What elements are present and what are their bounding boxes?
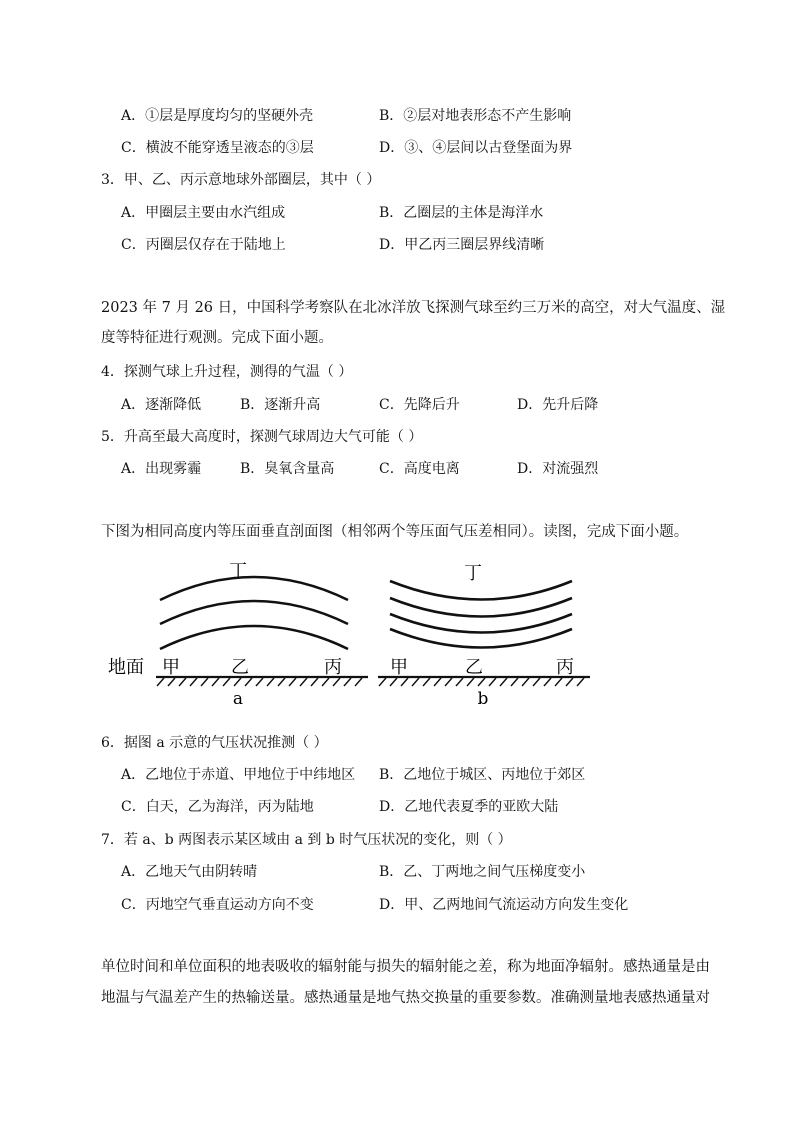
- diagram-a-isobar-1: [160, 577, 348, 600]
- ground-hatch-mark: [289, 678, 296, 686]
- q6-option-a: A．乙地位于赤道、甲地位于中纬地区: [121, 767, 356, 783]
- passage-3-line-1: 单位时间和单位面积的地表吸收的辐射能与损失的辐射能之差，称为地面净辐射。感热通量是由: [101, 959, 710, 975]
- isobar-figure: [100, 556, 600, 716]
- diagram-b: [378, 563, 590, 709]
- ground-hatch-mark: [489, 678, 496, 686]
- q7-option-d: D．甲、乙两地间气流运动方向发生变化: [379, 897, 629, 913]
- diagram-b-point-bing: 丙: [556, 657, 574, 678]
- ground-hatch-mark: [344, 678, 351, 686]
- diagram-a-point-jia: 甲: [162, 657, 180, 678]
- diagram-a: [108, 561, 368, 709]
- ground-hatch-mark: [322, 678, 329, 686]
- q7-option-b: B．乙、丁两地之间气压梯度变小: [379, 864, 586, 880]
- diagram-b-point-yi: 乙: [465, 657, 483, 678]
- q2-option-a: A．①层是厚度均匀的坚硬外壳: [121, 108, 314, 124]
- diagram-a-label-ding: 丁: [229, 561, 247, 582]
- q3-option-d: D．甲乙丙三圈层界线清晰: [379, 237, 545, 253]
- q3-option-c: C．丙圈层仅存在于陆地上: [121, 237, 286, 253]
- passage-3-line-2: 地温与气温差产生的热输送量。感热通量是地气热交换量的重要参数。准确测量地表感热通量对: [101, 990, 710, 1006]
- ground-hatch-mark: [168, 678, 175, 686]
- ground-hatch-mark: [522, 678, 529, 686]
- q2-option-b: B．②层对地表形态不产生影响: [379, 108, 572, 124]
- q5-option-a: A．出现雾霾: [121, 461, 202, 477]
- ground-hatch-mark: [379, 678, 386, 686]
- diagram-a-caption: a: [232, 689, 244, 709]
- ground-hatch-mark: [234, 678, 241, 686]
- q3-option-a: A．甲圈层主要由水汽组成: [121, 205, 286, 221]
- passage-2: 下图为相同高度内等压面垂直剖面图（相邻两个等压面气压差相同）。读图，完成下面小题。: [101, 524, 689, 540]
- diagram-b-label-ding: 丁: [464, 563, 482, 584]
- q7-option-c: C．丙地空气垂直运动方向不变: [121, 897, 314, 913]
- q3-stem: 3．甲、乙、丙示意地球外部圈层，其中（ ）: [101, 172, 381, 188]
- passage-1-line-2: 度等特征进行观测。完成下面小题。: [101, 330, 333, 346]
- diagram-a-ground-hatching: [157, 678, 362, 686]
- ground-hatch-mark: [511, 678, 518, 686]
- q4-option-b: B．逐渐升高: [240, 397, 321, 413]
- ground-hatch-mark: [179, 678, 186, 686]
- q4-option-c: C．先降后升: [379, 397, 460, 413]
- ground-hatch-mark: [467, 678, 474, 686]
- ground-hatch-mark: [157, 678, 164, 686]
- diagram-b-point-jia: 甲: [390, 657, 408, 678]
- ground-hatch-mark: [401, 678, 408, 686]
- q5-option-d: D．对流强烈: [517, 461, 599, 477]
- ground-hatch-mark: [434, 678, 441, 686]
- ground-hatch-mark: [223, 678, 230, 686]
- q7-option-a: A．乙地天气由阴转晴: [121, 864, 258, 880]
- q4-stem: 4．探测气球上升过程，测得的气温（ ）: [101, 364, 353, 380]
- diagram-a-point-bing: 丙: [324, 657, 342, 678]
- ground-hatch-mark: [278, 678, 285, 686]
- ground-hatch-mark: [445, 678, 452, 686]
- ground-hatch-mark: [478, 678, 485, 686]
- q3-option-b: B．乙圈层的主体是海洋水: [379, 205, 544, 221]
- diagram-a-isobar-3: [160, 626, 348, 649]
- q5-option-b: B．臭氧含量高: [240, 461, 335, 477]
- q6-option-c: C．白天，乙为海洋，丙为陆地: [121, 799, 314, 815]
- ground-hatch-mark: [423, 678, 430, 686]
- ground-hatch-mark: [412, 678, 419, 686]
- ground-hatch-mark: [533, 678, 540, 686]
- diagram-b-ground-hatching: [379, 678, 584, 686]
- ground-hatch-mark: [256, 678, 263, 686]
- ground-hatch-mark: [456, 678, 463, 686]
- ground-hatch-mark: [190, 678, 197, 686]
- diagram-a-isobar-2: [160, 601, 348, 624]
- ground-hatch-mark: [390, 678, 397, 686]
- ground-hatch-mark: [577, 678, 584, 686]
- ground-hatch-mark: [267, 678, 274, 686]
- ground-hatch-mark: [300, 678, 307, 686]
- ground-hatch-mark: [355, 678, 362, 686]
- ground-hatch-mark: [333, 678, 340, 686]
- q6-option-d: D．乙地代表夏季的亚欧大陆: [379, 799, 559, 815]
- q2-option-d: D．③、④层间以古登堡面为界: [379, 140, 573, 156]
- ground-hatch-mark: [201, 678, 208, 686]
- diagram-a-point-yi: 乙: [231, 657, 249, 678]
- ground-hatch-mark: [245, 678, 252, 686]
- ground-label: 地面: [108, 657, 144, 678]
- q5-stem: 5．升高至最大高度时，探测气球周边大气可能（ ）: [101, 429, 423, 445]
- ground-hatch-mark: [212, 678, 219, 686]
- q6-option-b: B．乙地位于城区、丙地位于郊区: [379, 767, 586, 783]
- q5-option-c: C．高度电离: [379, 461, 460, 477]
- q6-stem: 6．据图 a 示意的气压状况推测（ ）: [101, 735, 328, 751]
- q2-option-c: C．横波不能穿透呈液态的③层: [121, 140, 314, 156]
- ground-hatch-mark: [311, 678, 318, 686]
- q7-stem: 7．若 a、b 两图表示某区域由 a 到 b 时气压状况的变化，则（ ）: [101, 832, 512, 848]
- ground-hatch-mark: [544, 678, 551, 686]
- q4-option-a: A．逐渐降低: [121, 397, 202, 413]
- diagram-b-caption: b: [477, 689, 489, 709]
- q4-option-d: D．先升后降: [517, 397, 599, 413]
- ground-hatch-mark: [566, 678, 573, 686]
- ground-hatch-mark: [500, 678, 507, 686]
- passage-1-line-1: 2023 年 7 月 26 日，中国科学考察队在北冰洋放飞探测气球至约三万米的高空，对大气温度、湿: [101, 300, 726, 316]
- ground-hatch-mark: [555, 678, 562, 686]
